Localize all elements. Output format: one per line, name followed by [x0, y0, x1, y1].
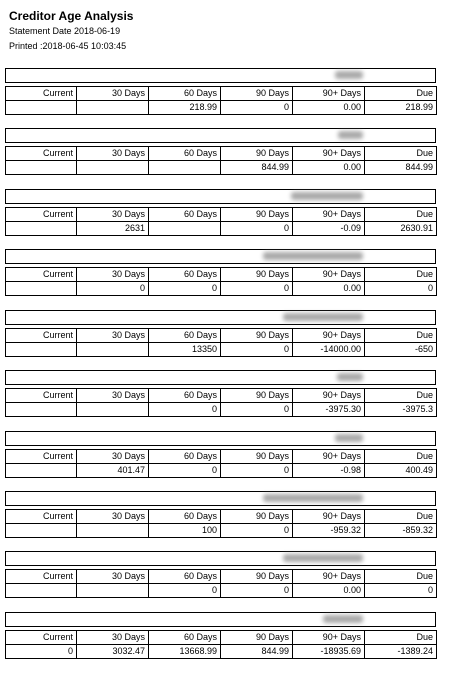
amount-cell: [6, 403, 77, 417]
creditor-block: [5, 370, 436, 417]
header-row: [6, 510, 437, 524]
column-header: 30 Days: [77, 450, 149, 464]
aging-table: [5, 328, 437, 357]
column-header: 90 Days: [221, 87, 293, 101]
column-header: Current: [6, 208, 77, 222]
redacted-creditor-name: [283, 554, 363, 562]
value-row: [6, 584, 437, 598]
amount-cell: 844.99: [221, 645, 293, 659]
creditor-name-row: [5, 551, 436, 566]
amount-cell: [6, 222, 77, 236]
amount-cell: 0: [365, 282, 437, 296]
value-row: [6, 101, 437, 115]
creditor-block: [5, 189, 436, 236]
redacted-creditor-name: [337, 373, 363, 381]
amount-cell: 0.00: [293, 101, 365, 115]
amount-cell: 0: [221, 222, 293, 236]
column-header: Due: [365, 389, 437, 403]
column-header: Current: [6, 329, 77, 343]
amount-cell: 0: [365, 584, 437, 598]
aging-table: [5, 207, 437, 236]
creditor-block: [5, 491, 436, 538]
amount-cell: -859.32: [365, 524, 437, 538]
column-header: Due: [365, 268, 437, 282]
creditor-block: [5, 551, 436, 598]
creditor-name-row: [5, 491, 436, 506]
column-header: 90+ Days: [293, 147, 365, 161]
amount-cell: [6, 464, 77, 478]
creditor-name-row: [5, 68, 436, 83]
redacted-creditor-name: [283, 313, 363, 321]
value-row: [6, 222, 437, 236]
amount-cell: 2630.91: [365, 222, 437, 236]
amount-cell: 0: [77, 282, 149, 296]
column-header: Due: [365, 510, 437, 524]
aging-table: [5, 146, 437, 175]
header-row: [6, 450, 437, 464]
redacted-creditor-name: [263, 494, 363, 502]
aging-table: [5, 630, 437, 659]
amount-cell: [149, 222, 221, 236]
column-header: 90 Days: [221, 450, 293, 464]
amount-cell: 0: [149, 584, 221, 598]
aging-table: [5, 569, 437, 598]
column-header: Current: [6, 450, 77, 464]
redacted-creditor-name: [291, 192, 363, 200]
column-header: 90+ Days: [293, 450, 365, 464]
column-header: Due: [365, 147, 437, 161]
column-header: 90 Days: [221, 268, 293, 282]
creditor-block: [5, 249, 436, 296]
column-header: Current: [6, 268, 77, 282]
amount-cell: [6, 524, 77, 538]
amount-cell: 0: [6, 645, 77, 659]
amount-cell: 0: [149, 403, 221, 417]
amount-cell: [77, 524, 149, 538]
amount-cell: [77, 161, 149, 175]
column-header: 30 Days: [77, 87, 149, 101]
column-header: 30 Days: [77, 570, 149, 584]
column-header: 90 Days: [221, 570, 293, 584]
creditor-name-row: [5, 612, 436, 627]
column-header: Due: [365, 208, 437, 222]
amount-cell: 0: [221, 101, 293, 115]
amount-cell: -18935.69: [293, 645, 365, 659]
value-row: [6, 524, 437, 538]
amount-cell: [77, 584, 149, 598]
amount-cell: [77, 343, 149, 357]
creditor-block: [5, 68, 436, 115]
column-header: Due: [365, 570, 437, 584]
column-header: 90+ Days: [293, 87, 365, 101]
column-header: 90+ Days: [293, 268, 365, 282]
creditor-name-row: [5, 189, 436, 204]
column-header: 90 Days: [221, 510, 293, 524]
creditor-name-row: [5, 128, 436, 143]
amount-cell: [6, 282, 77, 296]
amount-cell: -650: [365, 343, 437, 357]
value-row: [6, 161, 437, 175]
amount-cell: 401.47: [77, 464, 149, 478]
column-header: Due: [365, 329, 437, 343]
column-header: Current: [6, 570, 77, 584]
value-row: [6, 343, 437, 357]
amount-cell: 0.00: [293, 584, 365, 598]
header-row: [6, 268, 437, 282]
header-row: [6, 389, 437, 403]
amount-cell: 3032.47: [77, 645, 149, 659]
column-header: 60 Days: [149, 570, 221, 584]
column-header: 90 Days: [221, 329, 293, 343]
column-header: Current: [6, 87, 77, 101]
amount-cell: [6, 161, 77, 175]
amount-cell: -14000.00: [293, 343, 365, 357]
printed-timestamp: Printed :2018-06-45 10:03:45: [9, 41, 127, 51]
creditor-block: [5, 431, 436, 478]
aging-table: [5, 449, 437, 478]
column-header: 60 Days: [149, 87, 221, 101]
amount-cell: [6, 101, 77, 115]
amount-cell: 0: [149, 464, 221, 478]
column-header: 60 Days: [149, 510, 221, 524]
amount-cell: -3975.30: [293, 403, 365, 417]
redacted-creditor-name: [338, 131, 363, 139]
column-header: 90+ Days: [293, 570, 365, 584]
column-header: 60 Days: [149, 631, 221, 645]
column-header: 60 Days: [149, 208, 221, 222]
creditor-block: [5, 128, 436, 175]
report-title: Creditor Age Analysis: [9, 9, 134, 23]
redacted-creditor-name: [335, 434, 363, 442]
amount-cell: [77, 101, 149, 115]
column-header: Current: [6, 389, 77, 403]
header-row: [6, 87, 437, 101]
amount-cell: 0: [221, 282, 293, 296]
column-header: Due: [365, 450, 437, 464]
amount-cell: -3975.3: [365, 403, 437, 417]
column-header: 90+ Days: [293, 389, 365, 403]
column-header: 30 Days: [77, 147, 149, 161]
amount-cell: 100: [149, 524, 221, 538]
header-row: [6, 147, 437, 161]
amount-cell: -959.32: [293, 524, 365, 538]
amount-cell: 0: [221, 403, 293, 417]
amount-cell: 0: [221, 524, 293, 538]
column-header: 60 Days: [149, 147, 221, 161]
aging-table: [5, 86, 437, 115]
aging-table: [5, 388, 437, 417]
column-header: 90+ Days: [293, 208, 365, 222]
column-header: 30 Days: [77, 631, 149, 645]
column-header: Due: [365, 631, 437, 645]
column-header: 60 Days: [149, 389, 221, 403]
amount-cell: -0.09: [293, 222, 365, 236]
amount-cell: 0: [221, 343, 293, 357]
column-header: 90 Days: [221, 389, 293, 403]
aging-table: [5, 267, 437, 296]
amount-cell: 0.00: [293, 282, 365, 296]
amount-cell: 2631: [77, 222, 149, 236]
column-header: 30 Days: [77, 208, 149, 222]
creditor-name-row: [5, 310, 436, 325]
creditor-name-row: [5, 249, 436, 264]
amount-cell: [77, 403, 149, 417]
column-header: 90 Days: [221, 208, 293, 222]
amount-cell: [6, 584, 77, 598]
amount-cell: [6, 343, 77, 357]
amount-cell: 13668.99: [149, 645, 221, 659]
column-header: 30 Days: [77, 389, 149, 403]
creditor-block: [5, 612, 436, 659]
redacted-creditor-name: [335, 71, 363, 79]
amount-cell: 400.49: [365, 464, 437, 478]
creditor-name-row: [5, 370, 436, 385]
amount-cell: [149, 161, 221, 175]
column-header: Current: [6, 147, 77, 161]
column-header: 90 Days: [221, 147, 293, 161]
column-header: 60 Days: [149, 329, 221, 343]
amount-cell: -1389.24: [365, 645, 437, 659]
aging-table: [5, 509, 437, 538]
amount-cell: 0: [149, 282, 221, 296]
redacted-creditor-name: [323, 615, 363, 623]
value-row: [6, 464, 437, 478]
header-row: [6, 570, 437, 584]
column-header: 90+ Days: [293, 329, 365, 343]
column-header: Current: [6, 510, 77, 524]
creditor-block: [5, 310, 436, 357]
column-header: 30 Days: [77, 510, 149, 524]
column-header: 90+ Days: [293, 510, 365, 524]
column-header: Current: [6, 631, 77, 645]
amount-cell: 13350: [149, 343, 221, 357]
amount-cell: 844.99: [365, 161, 437, 175]
report-header: [9, 9, 133, 52]
creditor-name-row: [5, 431, 436, 446]
amount-cell: 844.99: [221, 161, 293, 175]
value-row: [6, 282, 437, 296]
statement-date: Statement Date 2018-06-19: [9, 26, 121, 36]
header-row: [6, 329, 437, 343]
header-row: [6, 208, 437, 222]
column-header: 30 Days: [77, 329, 149, 343]
amount-cell: 0.00: [293, 161, 365, 175]
amount-cell: 0: [221, 584, 293, 598]
column-header: 60 Days: [149, 268, 221, 282]
amount-cell: -0.98: [293, 464, 365, 478]
column-header: 90+ Days: [293, 631, 365, 645]
value-row: [6, 403, 437, 417]
amount-cell: 218.99: [365, 101, 437, 115]
amount-cell: 0: [221, 464, 293, 478]
amount-cell: 218.99: [149, 101, 221, 115]
column-header: Due: [365, 87, 437, 101]
column-header: 30 Days: [77, 268, 149, 282]
column-header: 90 Days: [221, 631, 293, 645]
value-row: [6, 645, 437, 659]
header-row: [6, 631, 437, 645]
redacted-creditor-name: [263, 252, 363, 260]
column-header: 60 Days: [149, 450, 221, 464]
